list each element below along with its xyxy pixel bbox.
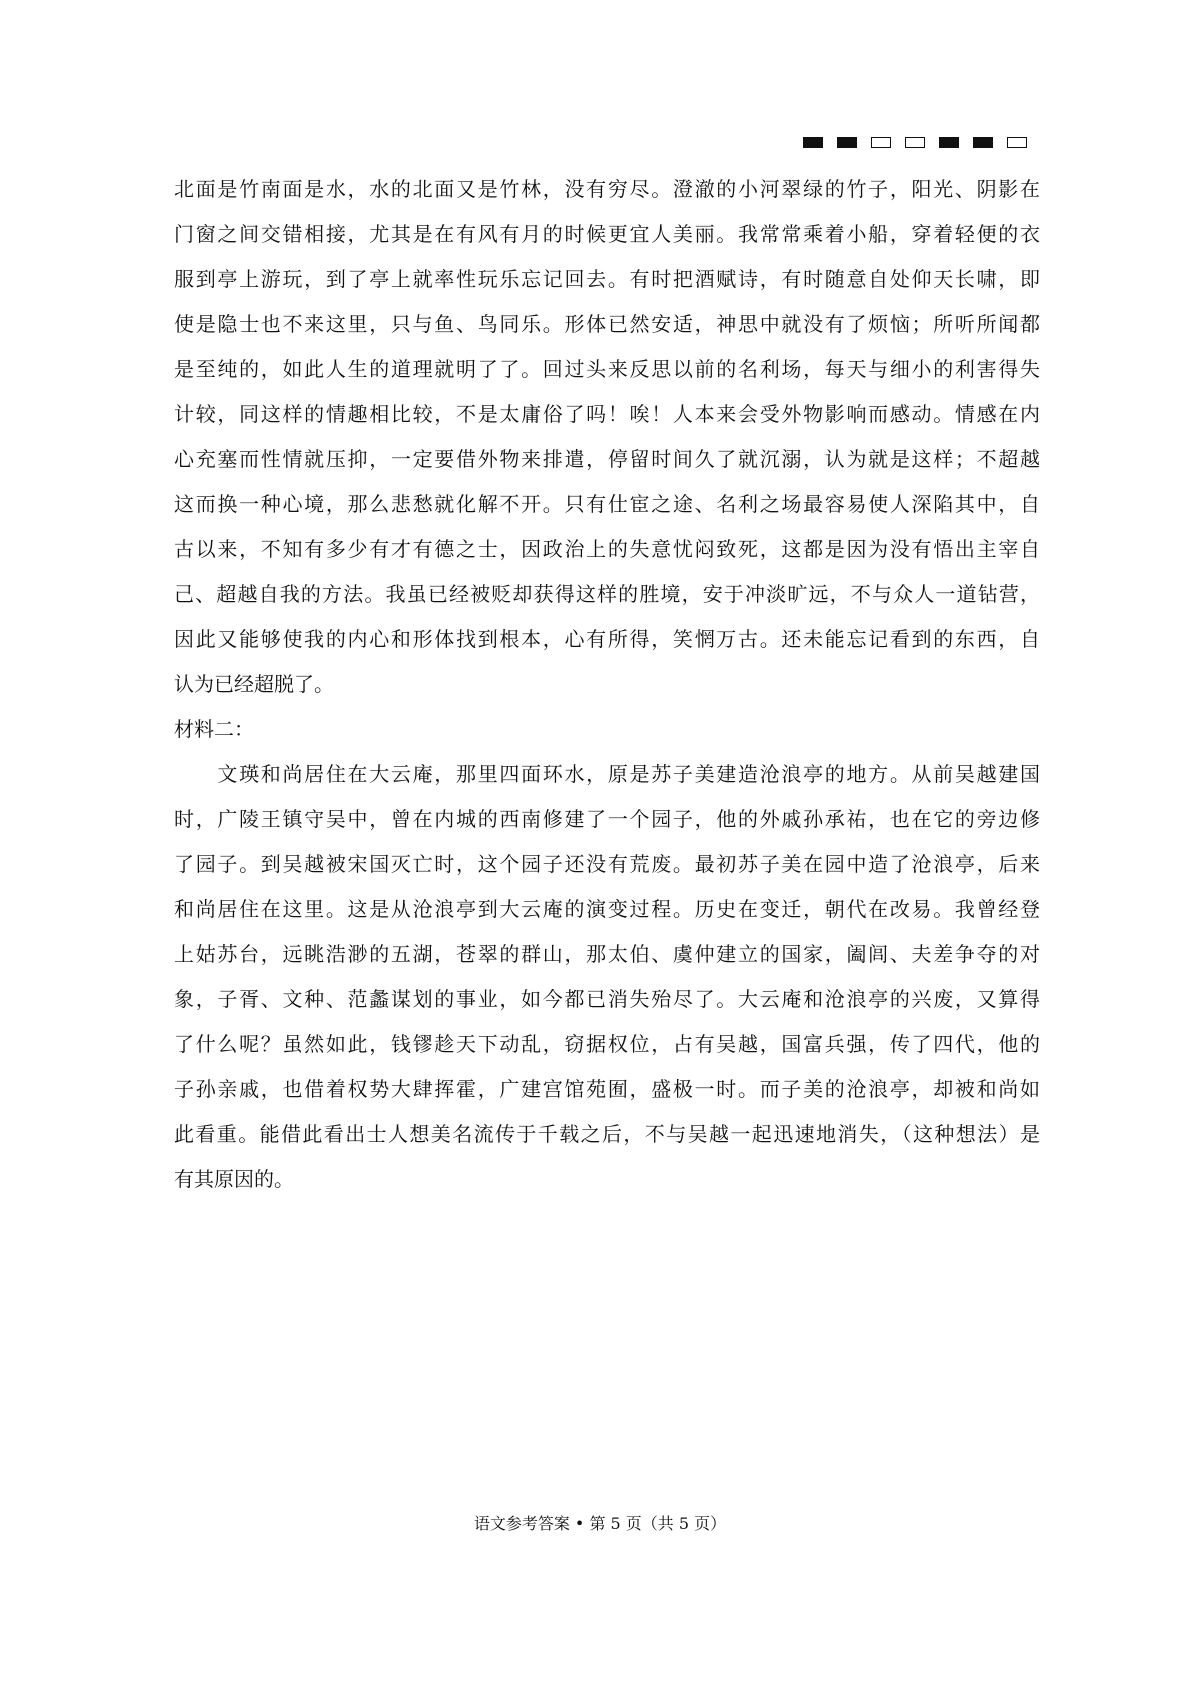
passage-line: 门窗之间交错相接，尤其是在有风有月的时候更宜人美丽。我常常乘着小船，穿着轻便的衣	[174, 222, 1040, 246]
passage-1-translation	[174, 167, 1040, 707]
passage-line: 子孙亲戚，也借着权势大肆挥霍，广建宫馆苑囿，盛极一时。而子美的沧浪亭，却被和尚如	[174, 1077, 1040, 1101]
passage-2-translation	[174, 752, 1040, 1202]
header-mark	[803, 137, 823, 148]
passage-line: 己、超越自我的方法。我虽已经被贬却获得这样的胜境，安于冲淡旷远，不与众人一道钻营，	[174, 582, 1040, 606]
passage-line: 了什么呢？虽然如此，钱镠趁天下动乱，窃据权位，占有吴越，国富兵强，传了四代，他的	[174, 1032, 1040, 1056]
passage-line: 和尚居住在这里。这是从沧浪亭到大云庵的演变过程。历史在变迁，朝代在改易。我曾经登	[174, 897, 1040, 921]
header-mark	[939, 137, 959, 148]
passage-line: 心充塞而性情就压抑，一定要借外物来排遣，停留时间久了就沉溺，认为就是这样；不超越	[174, 447, 1040, 471]
passage-line: 北面是竹南面是水，水的北面又是竹林，没有穷尽。澄澈的小河翠绿的竹子，阳光、阴影在	[174, 177, 1040, 201]
passage-line: 使是隐士也不来这里，只与鱼、鸟同乐。形体已然安适，神思中就没有了烦恼；所听所闻都	[174, 312, 1040, 336]
header-mark	[837, 137, 857, 148]
header-mark	[973, 137, 993, 148]
passage-line: 上姑苏台，远眺浩渺的五湖，苍翠的群山，那太伯、虞仲建立的国家，阖闾、夫差争夺的对	[174, 942, 1040, 966]
page-content	[174, 167, 1040, 1202]
section-heading: 材料二：	[174, 717, 254, 741]
passage-line: 是至纯的，如此人生的道理就明了了。回过头来反思以前的名利场，每天与细小的利害得失	[174, 357, 1040, 381]
page-footer: 语文参考答案 • 第 5 页（共 5 页）	[473, 1514, 727, 1533]
passage-line: 因此又能够使我的内心和形体找到根本，心有所得，笑惘万古。还未能忘记看到的东西，自	[174, 627, 1040, 651]
passage-line: 象，子胥、文种、范蠡谋划的事业，如今都已消失殆尽了。大云庵和沧浪亭的兴废，又算得	[174, 987, 1040, 1011]
passage-line: 文瑛和尚居住在大云庵，那里四面环水，原是苏子美建造沧浪亭的地方。从前吴越建国	[174, 762, 1040, 786]
passage-line: 服到亭上游玩，到了亭上就率性玩乐忘记回去。有时把酒赋诗，有时随意自处仰天长啸，即	[174, 267, 1040, 291]
passage-line: 此看重。能借此看出士人想美名流传于千载之后，不与吴越一起迅速地消失，（这种想法）是	[174, 1122, 1040, 1146]
header-mark	[905, 137, 925, 148]
passage-line: 计较，同这样的情趣相比较，不是太庸俗了吗！唉！人本来会受外物影响而感动。情感在内	[174, 402, 1040, 426]
header-marks	[803, 137, 1027, 148]
passage-line: 认为已经超脱了。	[174, 672, 334, 696]
passage-line: 时，广陵王镇守吴中，曾在内城的西南修建了一个园子，他的外戚孙承祐，也在它的旁边修	[174, 807, 1040, 831]
header-mark	[871, 137, 891, 148]
header-mark	[1007, 137, 1027, 148]
passage-line: 了园子。到吴越被宋国灭亡时，这个园子还没有荒废。最初苏子美在园中造了沧浪亭，后来	[174, 852, 1040, 876]
passage-line: 有其原因的。	[174, 1167, 294, 1191]
passage-line: 这而换一种心境，那么悲愁就化解不开。只有仕宦之途、名利之场最容易使人深陷其中，自	[174, 492, 1040, 516]
passage-line: 古以来，不知有多少有才有德之士，因政治上的失意忧闷致死，这都是因为没有悟出主宰自	[174, 537, 1040, 561]
